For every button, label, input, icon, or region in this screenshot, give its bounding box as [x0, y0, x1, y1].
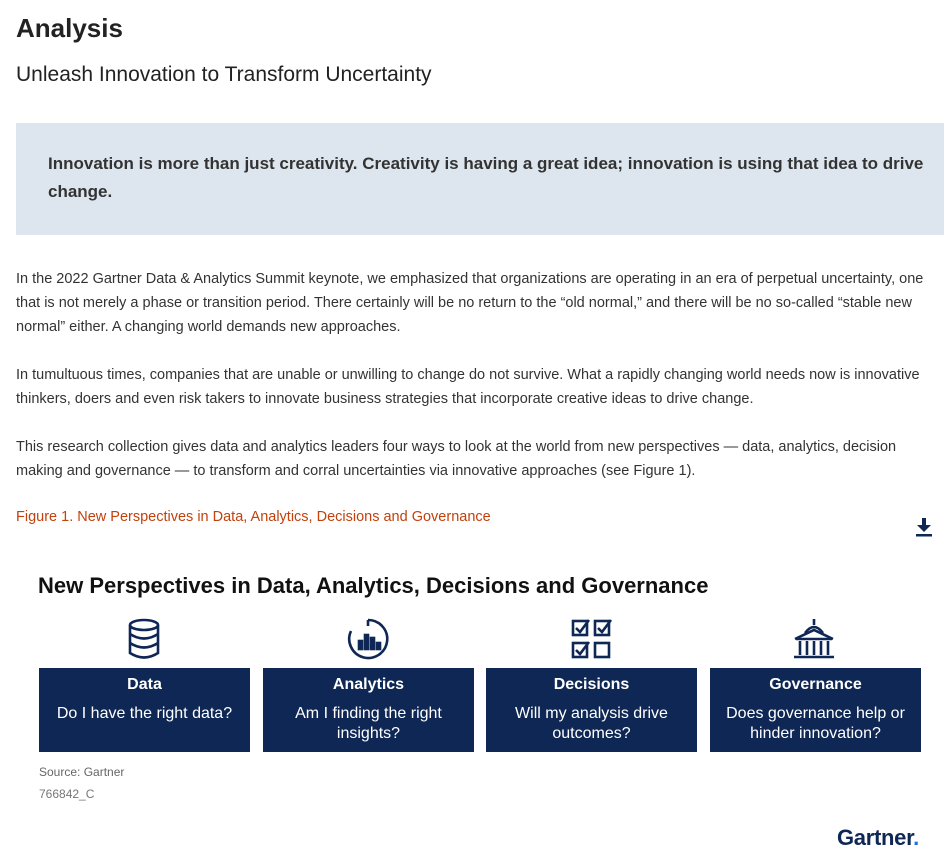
card-question: Do I have the right data? — [56, 705, 233, 722]
card-question: Does governance help or hinder innovation? — [726, 705, 905, 742]
figure-title: New Perspectives in Data, Analytics, Decisions and Governance — [38, 573, 709, 598]
card-title: Decisions — [553, 676, 630, 693]
logo-text: Gartner — [837, 825, 914, 850]
analytics-chart-icon — [346, 617, 390, 661]
paragraph-3: This research collection gives data and analytics leaders four ways to look at the world from new perspectives — data, analytics, decision making and governance — to transform and corral uncertainties via innovative approaches (see Figure 1). — [16, 439, 897, 479]
logo-dot: . — [913, 825, 919, 850]
card-title: Governance — [769, 676, 862, 693]
gartner-logo — [837, 825, 919, 851]
card-analytics — [263, 668, 474, 752]
download-icon[interactable] — [914, 517, 934, 537]
card-data — [39, 668, 250, 752]
card-title: Analytics — [332, 676, 405, 693]
card-question: Am I finding the right insights? — [295, 705, 442, 742]
page-title: Analysis — [16, 13, 123, 43]
database-icon — [122, 617, 166, 661]
callout-text: Innovation is more than just creativity. Creativity is having a great idea; innovation is using that idea to drive change. — [48, 154, 924, 201]
figure-source: Source: Gartner — [39, 765, 125, 779]
capitol-building-icon — [792, 617, 836, 661]
figure-caption: Figure 1. New Perspectives in Data, Analytics, Decisions and Governance — [16, 509, 491, 525]
checklist-icon — [569, 617, 613, 661]
page-subtitle: Unleash Innovation to Transform Uncertainty — [16, 63, 432, 86]
figure-id: 766842_C — [39, 787, 95, 801]
paragraph-2: In tumultuous times, companies that are unable or unwilling to change do not survive. What a rapidly changing world needs now is innovative thinkers, doers and even risk takers to innovate business strategies that incorporate creative ideas to drive change. — [16, 367, 920, 407]
figure — [16, 565, 944, 815]
paragraph-1: In the 2022 Gartner Data & Analytics Summit keynote, we emphasized that organizations are operating in an era of perpetual uncertainty, one that is not merely a phase or transition period. There certainly will be no return to the “old normal,” and there will be no so-called “stable new normal” either. A changing world demands new approaches. — [16, 271, 924, 335]
card-decisions — [486, 668, 697, 752]
card-governance — [710, 668, 921, 752]
quote-callout — [16, 123, 944, 235]
card-question: Will my analysis drive outcomes? — [515, 705, 668, 742]
card-title: Data — [127, 676, 162, 693]
